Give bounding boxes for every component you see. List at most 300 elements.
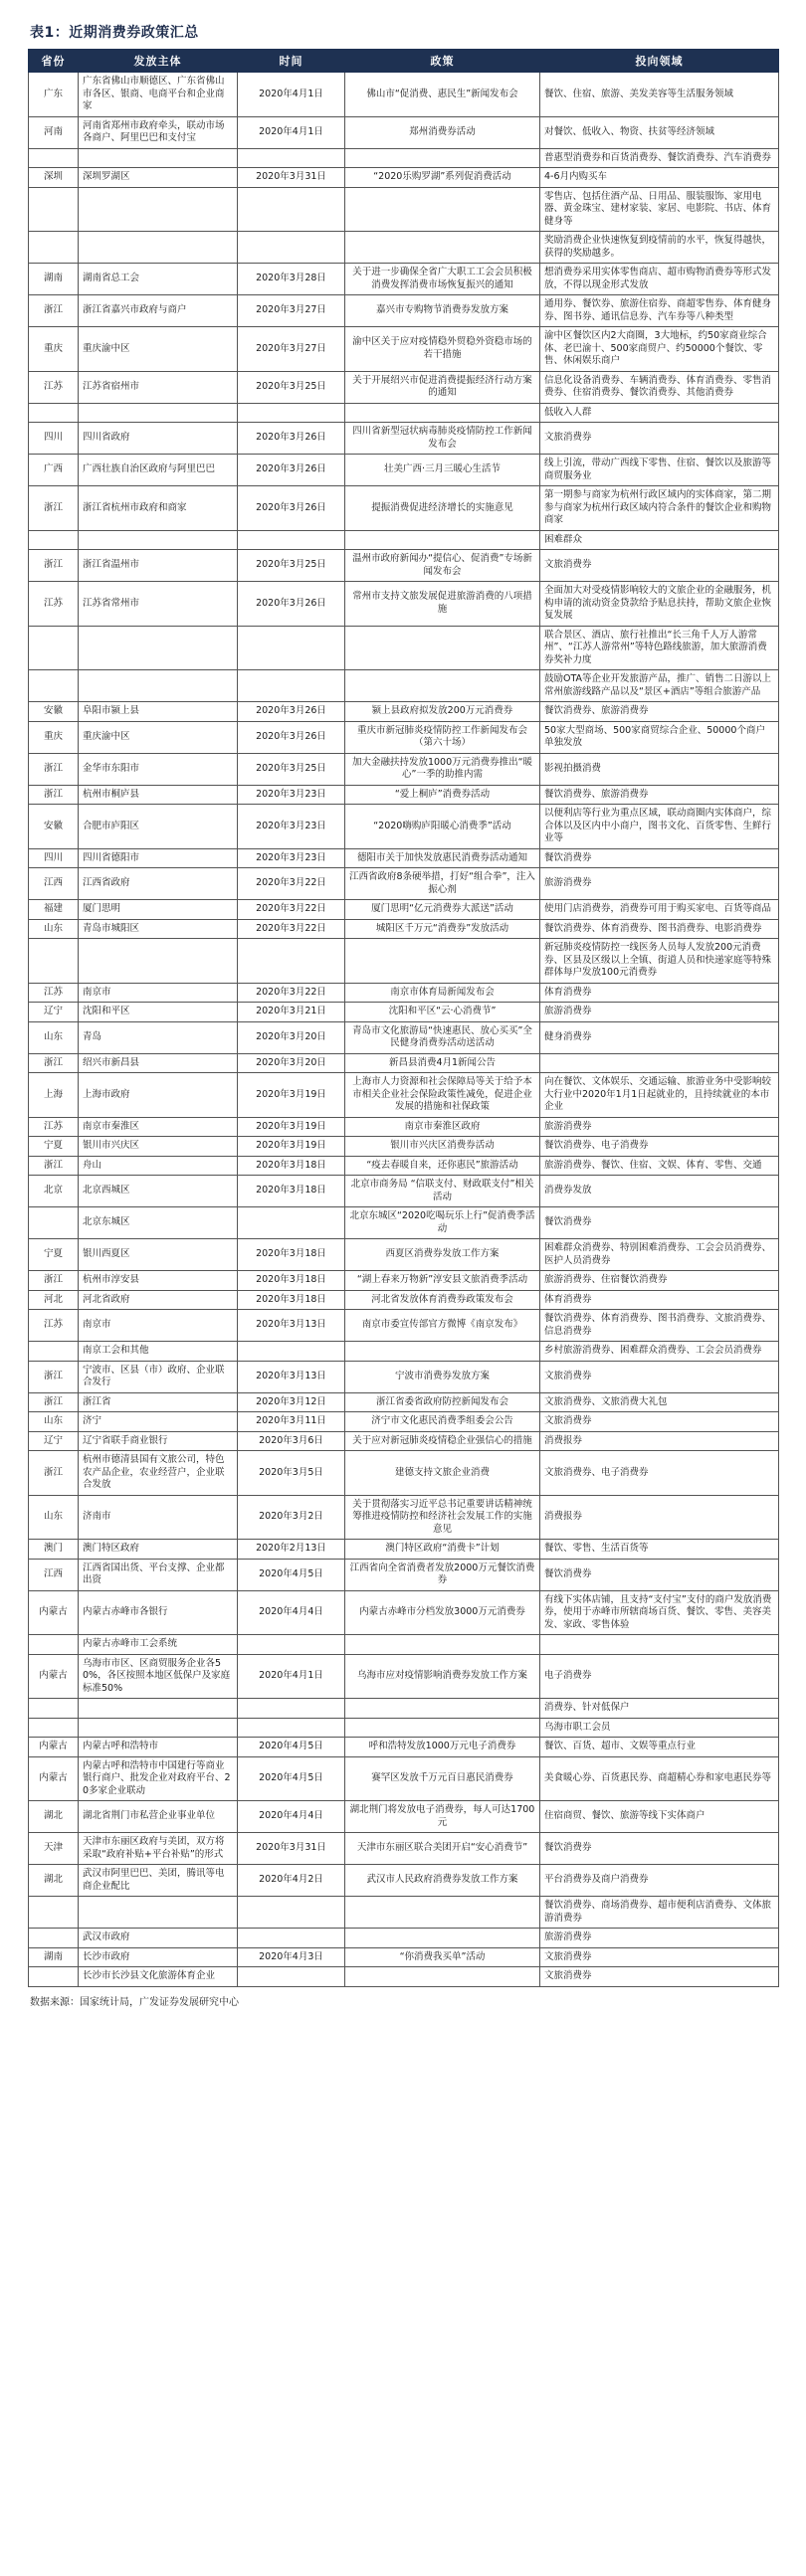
- cell-province: 浙江: [29, 486, 79, 531]
- cell-subject: [79, 626, 238, 670]
- cell-date: 2020年4月5日: [238, 1756, 345, 1801]
- cell-policy: 武汉市人民政府消费券发放工作方案: [345, 1865, 540, 1897]
- cell-policy: [345, 1967, 540, 1987]
- table-row: [29, 232, 779, 264]
- cell-subject: 南京市秦淮区: [79, 1117, 238, 1137]
- cell-province: [29, 939, 79, 984]
- cell-field: 以便利店等行业为重点区域，联动商圈内实体商户，综合体以及区内中小商户，图书文化、百货零售、生鲜行业等: [540, 805, 779, 849]
- table-row: [29, 1654, 779, 1699]
- cell-province: 辽宁: [29, 1431, 79, 1451]
- cell-subject: 南京工会和其他: [79, 1342, 238, 1362]
- cell-date: 2020年3月5日: [238, 1451, 345, 1496]
- table-row: [29, 1271, 779, 1291]
- header-province: 省份: [29, 50, 79, 73]
- cell-subject: 南京市: [79, 983, 238, 1003]
- cell-policy: 南京市体育局新闻发布会: [345, 983, 540, 1003]
- cell-province: 重庆: [29, 721, 79, 753]
- cell-field: 餐饮消费券、旅游消费券: [540, 785, 779, 805]
- table-row: [29, 1947, 779, 1967]
- cell-date: 2020年4月2日: [238, 1865, 345, 1897]
- cell-province: [29, 626, 79, 670]
- cell-field: 餐饮消费券: [540, 1833, 779, 1865]
- cell-subject: 北京东城区: [79, 1207, 238, 1239]
- table-row: [29, 486, 779, 531]
- cell-policy: 南京市秦淮区政府: [345, 1117, 540, 1137]
- cell-date: 2020年3月18日: [238, 1271, 345, 1291]
- cell-field: 餐饮、百货、超市、文娱等重点行业: [540, 1738, 779, 1757]
- cell-date: [238, 1699, 345, 1719]
- cell-date: 2020年3月13日: [238, 1361, 345, 1392]
- cell-subject: 济南市: [79, 1495, 238, 1540]
- cell-policy: 西夏区消费券发放工作方案: [345, 1239, 540, 1271]
- cell-date: 2020年3月26日: [238, 702, 345, 722]
- table-row: [29, 721, 779, 753]
- cell-subject: 宁波市、区县（市）政府、企业联合发行: [79, 1361, 238, 1392]
- cell-policy: [345, 148, 540, 168]
- table-row: [29, 1310, 779, 1342]
- cell-date: 2020年3月25日: [238, 371, 345, 403]
- table-row: [29, 1053, 779, 1073]
- cell-field: 使用门店消费券，消费券可用于购买家电、百货等商品: [540, 900, 779, 920]
- cell-date: [238, 1207, 345, 1239]
- cell-policy: [345, 403, 540, 423]
- cell-policy: “2020嗨购庐阳暖心消费季”活动: [345, 805, 540, 849]
- cell-date: 2020年3月26日: [238, 721, 345, 753]
- cell-date: 2020年3月27日: [238, 295, 345, 327]
- table-row: [29, 1239, 779, 1271]
- cell-date: 2020年3月23日: [238, 785, 345, 805]
- table-row: [29, 805, 779, 849]
- cell-subject: 湖南省总工会: [79, 264, 238, 295]
- cell-policy: [345, 1897, 540, 1929]
- cell-subject: 杭州市德清县国有文旅公司，特色农产品企业，农业经营户，企业联合发放: [79, 1451, 238, 1496]
- cell-policy: 四川省新型冠状病毒肺炎疫情防控工作新闻发布会: [345, 423, 540, 455]
- cell-policy: 佛山市“促消费、惠民生”新闻发布会: [345, 73, 540, 117]
- cell-field: 餐饮消费券、电子消费券: [540, 1137, 779, 1157]
- cell-date: 2020年3月25日: [238, 753, 345, 785]
- cell-subject: 厦门思明: [79, 900, 238, 920]
- cell-field: 50家大型商场、500家商贸综合企业、50000个商户单独发放: [540, 721, 779, 753]
- cell-subject: 青岛: [79, 1021, 238, 1053]
- cell-field: 体育消费券: [540, 983, 779, 1003]
- cell-province: [29, 403, 79, 423]
- cell-province: [29, 1718, 79, 1738]
- cell-subject: 辽宁省联手商业银行: [79, 1431, 238, 1451]
- cell-field: 旅游消费券、餐饮、住宿、文娱、体育、零售、交通: [540, 1156, 779, 1176]
- cell-province: 江西: [29, 868, 79, 900]
- cell-date: 2020年3月26日: [238, 582, 345, 627]
- table-row: [29, 1156, 779, 1176]
- cell-subject: 江西省国出货、平台支撑、企业都出资: [79, 1559, 238, 1590]
- table-row: [29, 1137, 779, 1157]
- table-row: [29, 983, 779, 1003]
- table-row: [29, 868, 779, 900]
- cell-field: 困难群众消费券、特别困难消费券、工会会员消费券、医护人员消费券: [540, 1239, 779, 1271]
- header-subject: 发放主体: [79, 50, 238, 73]
- cell-province: 江苏: [29, 1117, 79, 1137]
- table-row: [29, 1559, 779, 1590]
- cell-policy: 提振消费促进经济增长的实施意见: [345, 486, 540, 531]
- cell-field: 向在餐饮、文体娱乐、交通运输、旅游业务中受影响较大行业中2020年1月1日起就业的，且持续就业的本市企业: [540, 1073, 779, 1118]
- cell-subject: 阜阳市颍上县: [79, 702, 238, 722]
- cell-policy: 赛罕区发放千万元百日惠民消费券: [345, 1756, 540, 1801]
- cell-date: 2020年3月18日: [238, 1176, 345, 1207]
- cell-field: [540, 1053, 779, 1073]
- cell-field: 对餐饮、低收入、物资、扶贫等经济领域: [540, 116, 779, 148]
- table-row: [29, 1342, 779, 1362]
- cell-subject: 天津市东丽区政府与美团，双方将采取“政府补贴+平台补贴”的形式: [79, 1833, 238, 1865]
- cell-policy: 浙江省委省政府防控新闻发布会: [345, 1392, 540, 1412]
- cell-field: 消费券发放: [540, 1176, 779, 1207]
- cell-field: 旅游消费券: [540, 868, 779, 900]
- cell-date: [238, 1718, 345, 1738]
- cell-policy: “你消费我买单”活动: [345, 1947, 540, 1967]
- cell-province: 辽宁: [29, 1003, 79, 1022]
- cell-date: 2020年3月20日: [238, 1053, 345, 1073]
- cell-date: [238, 1967, 345, 1987]
- cell-date: 2020年3月22日: [238, 900, 345, 920]
- cell-province: [29, 1207, 79, 1239]
- cell-field: 乌海市职工会员: [540, 1718, 779, 1738]
- cell-province: 广西: [29, 455, 79, 486]
- cell-policy: “湖上春来万物新”淳安县文旅消费季活动: [345, 1271, 540, 1291]
- cell-province: 内蒙古: [29, 1738, 79, 1757]
- cell-date: [238, 626, 345, 670]
- policy-table: [28, 49, 779, 1987]
- table-row: [29, 550, 779, 582]
- cell-field: 零售店、包括住酒产品、日用品、服装服饰、家用电器、黄金珠宝、建材家装、家居、电影院、书店、体育健身等: [540, 187, 779, 232]
- header-field: 投向领域: [540, 50, 779, 73]
- table-row: [29, 1590, 779, 1635]
- cell-date: [238, 1897, 345, 1929]
- table-row: [29, 530, 779, 550]
- cell-subject: 青岛市城阳区: [79, 919, 238, 939]
- cell-policy: 青岛市文化旅游局“快速惠民、放心买买”全民健身消费券活动送活动: [345, 1021, 540, 1053]
- cell-field: 鼓励OTA等企业开发旅游产品，推广、销售二日游以上常州旅游线路产品以及“景区+酒店”等组合旅游产品: [540, 670, 779, 702]
- cell-policy: 重庆市新冠肺炎疫情防控工作新闻发布会（第六十场）: [345, 721, 540, 753]
- cell-policy: 新昌县消费4月1新闻公告: [345, 1053, 540, 1073]
- cell-field: 新冠肺炎疫情防控一线医务人员每人发放200元消费券、区县及区级以上全镇、街道人员和快递家庭等特殊群体每户发放100元消费券: [540, 939, 779, 984]
- cell-province: 澳门: [29, 1540, 79, 1560]
- cell-field: 旅游消费券、住宿餐饮消费券: [540, 1271, 779, 1291]
- table-row: [29, 423, 779, 455]
- cell-field: 旅游消费券: [540, 1117, 779, 1137]
- cell-policy: 北京市商务局 “信联支付、财政联支付”相关活动: [345, 1176, 540, 1207]
- cell-province: [29, 1635, 79, 1655]
- source-note: 数据来源：国家统计局，广发证券发展研究中心: [30, 1996, 239, 2008]
- cell-policy: 颍上县政府拟发放200万元消费券: [345, 702, 540, 722]
- cell-field: 餐饮消费券、商场消费券、超市便利店消费券、文体旅游消费券: [540, 1897, 779, 1929]
- cell-date: 2020年3月19日: [238, 1117, 345, 1137]
- cell-field: 餐饮消费券、旅游消费券: [540, 702, 779, 722]
- cell-province: 宁夏: [29, 1239, 79, 1271]
- cell-field: 餐饮消费券: [540, 1207, 779, 1239]
- cell-subject: 河北省政府: [79, 1290, 238, 1310]
- cell-field: 健身消费券: [540, 1021, 779, 1053]
- cell-policy: 建德支持文旅企业消费: [345, 1451, 540, 1496]
- cell-subject: 武汉市阿里巴巴、美团，腾讯等电商企业配比: [79, 1865, 238, 1897]
- cell-policy: [345, 530, 540, 550]
- cell-subject: 合肥市庐阳区: [79, 805, 238, 849]
- cell-date: 2020年3月28日: [238, 264, 345, 295]
- cell-field: 住宿商贸、餐饮、旅游等线下实体商户: [540, 1801, 779, 1833]
- cell-subject: 杭州市淳安县: [79, 1271, 238, 1291]
- table-row: [29, 1699, 779, 1719]
- cell-province: 河北: [29, 1290, 79, 1310]
- table-row: [29, 1003, 779, 1022]
- table-row: [29, 848, 779, 868]
- cell-province: 江西: [29, 1559, 79, 1590]
- cell-date: [238, 148, 345, 168]
- cell-date: 2020年3月21日: [238, 1003, 345, 1022]
- cell-province: 浙江: [29, 1053, 79, 1073]
- cell-subject: 浙江省嘉兴市政府与商户: [79, 295, 238, 327]
- cell-field: 普惠型消费券和百货消费券、餐饮消费券、汽车消费券: [540, 148, 779, 168]
- cell-province: [29, 530, 79, 550]
- cell-date: 2020年4月1日: [238, 73, 345, 117]
- cell-field: 文旅消费券: [540, 1361, 779, 1392]
- cell-field: 乡村旅游消费券、困难群众消费券、工会会员消费券: [540, 1342, 779, 1362]
- cell-field: 旅游消费券: [540, 1003, 779, 1022]
- cell-field: 第一期参与商家为杭州行政区域内的实体商家，第二期参与商家为杭州行政区域内符合条件的餐饮企业和购物商家: [540, 486, 779, 531]
- cell-field: 有线下实体店铺，且支持“支付宝”支付的商户发放消费券，使用于赤峰市所辖商场百货、餐饮、零售、美容美发、家政、零售体验: [540, 1590, 779, 1635]
- cell-subject: [79, 1718, 238, 1738]
- table-row: [29, 73, 779, 117]
- table-row: [29, 455, 779, 486]
- table-row: [29, 1967, 779, 1987]
- cell-policy: [345, 187, 540, 232]
- cell-field: 餐饮消费券、体育消费券、图书消费券、电影消费券: [540, 919, 779, 939]
- cell-subject: 绍兴市新昌县: [79, 1053, 238, 1073]
- cell-province: 内蒙古: [29, 1654, 79, 1699]
- cell-subject: [79, 187, 238, 232]
- cell-province: 江苏: [29, 371, 79, 403]
- cell-subject: 四川省政府: [79, 423, 238, 455]
- cell-field: 餐饮、住宿、旅游、美发美容等生活服务领域: [540, 73, 779, 117]
- cell-subject: [79, 403, 238, 423]
- cell-province: [29, 187, 79, 232]
- cell-date: 2020年3月20日: [238, 1021, 345, 1053]
- cell-province: [29, 232, 79, 264]
- table-row: [29, 148, 779, 168]
- cell-province: 浙江: [29, 753, 79, 785]
- cell-subject: 浙江省杭州市政府和商家: [79, 486, 238, 531]
- cell-province: 四川: [29, 423, 79, 455]
- cell-province: 浙江: [29, 295, 79, 327]
- cell-subject: 长沙市政府: [79, 1947, 238, 1967]
- cell-province: 宁夏: [29, 1137, 79, 1157]
- cell-province: 湖南: [29, 264, 79, 295]
- cell-date: 2020年3月31日: [238, 1833, 345, 1865]
- cell-date: 2020年4月4日: [238, 1801, 345, 1833]
- cell-subject: 重庆渝中区: [79, 721, 238, 753]
- cell-province: 安徽: [29, 702, 79, 722]
- table-row: [29, 1495, 779, 1540]
- cell-subject: [79, 1897, 238, 1929]
- cell-policy: 天津市东丽区联合美团开启“安心消费节”: [345, 1833, 540, 1865]
- cell-date: 2020年3月27日: [238, 327, 345, 372]
- cell-province: 内蒙古: [29, 1590, 79, 1635]
- cell-subject: 广东省佛山市顺德区、广东省佛山市各区、银商、电商平台和企业商家: [79, 73, 238, 117]
- cell-field: 餐饮消费券: [540, 848, 779, 868]
- cell-policy: [345, 670, 540, 702]
- table-row: [29, 1117, 779, 1137]
- cell-province: 江苏: [29, 582, 79, 627]
- cell-province: [29, 1897, 79, 1929]
- cell-policy: 北京东城区“2020吃喝玩乐上行”促消费季活动: [345, 1207, 540, 1239]
- cell-province: [29, 1929, 79, 1948]
- header-date: 时间: [238, 50, 345, 73]
- cell-subject: 长沙市长沙县文化旅游体育企业: [79, 1967, 238, 1987]
- table-row: [29, 1738, 779, 1757]
- cell-subject: 江苏省常州市: [79, 582, 238, 627]
- cell-field: 通用券、餐饮券、旅游住宿券、商超零售券、体育健身券、图书券、通讯信息券、汽车券等八种类型: [540, 295, 779, 327]
- table-row: [29, 582, 779, 627]
- cell-subject: 深圳罗湖区: [79, 168, 238, 188]
- cell-policy: 渝中区关于应对疫情稳外贸稳外资稳市场的若干措施: [345, 327, 540, 372]
- cell-subject: 内蒙古赤峰市工会系统: [79, 1635, 238, 1655]
- cell-field: 平台消费券及商户消费券: [540, 1865, 779, 1897]
- cell-field: 全面加大对受疫情影响较大的文旅企业的金融服务，机构申请的流动资金贷款给予贴息扶持，帮助文旅企业恢复发展: [540, 582, 779, 627]
- cell-date: 2020年3月18日: [238, 1290, 345, 1310]
- cell-subject: 银川市兴庆区: [79, 1137, 238, 1157]
- cell-date: 2020年4月5日: [238, 1738, 345, 1757]
- cell-policy: [345, 939, 540, 984]
- cell-date: [238, 670, 345, 702]
- table-header: [29, 50, 779, 73]
- cell-policy: 江西省向全省消费者发放2000万元餐饮消费券: [345, 1559, 540, 1590]
- cell-subject: 金华市东阳市: [79, 753, 238, 785]
- cell-policy: 关于贯彻落实习近平总书记重要讲话精神统筹推进疫情防控和经济社会发展工作的实施意见: [345, 1495, 540, 1540]
- cell-policy: 南京市委宣传部官方微博《南京发布》: [345, 1310, 540, 1342]
- cell-subject: 内蒙古赤峰市各银行: [79, 1590, 238, 1635]
- cell-subject: 江西省政府: [79, 868, 238, 900]
- cell-subject: [79, 530, 238, 550]
- cell-field: 奖励消费企业快速恢复到疫情前的水平，恢复得越快，获得的奖励越多。: [540, 232, 779, 264]
- cell-date: [238, 939, 345, 984]
- cell-province: 广东: [29, 73, 79, 117]
- cell-subject: 济宁: [79, 1412, 238, 1432]
- cell-policy: 江西省政府8条硬举措，打好“组合拳”，注入振心剂: [345, 868, 540, 900]
- cell-date: 2020年3月19日: [238, 1073, 345, 1118]
- cell-policy: 加大金融扶持发放1000万元消费券推出“暖心”一季的助推内需: [345, 753, 540, 785]
- cell-field: 困难群众: [540, 530, 779, 550]
- cell-province: 山东: [29, 1412, 79, 1432]
- cell-subject: [79, 232, 238, 264]
- table-row: [29, 1431, 779, 1451]
- cell-field: 文旅消费券、文旅消费大礼包: [540, 1392, 779, 1412]
- cell-subject: [79, 670, 238, 702]
- table-row: [29, 116, 779, 148]
- cell-subject: 杭州市桐庐县: [79, 785, 238, 805]
- table-row: [29, 327, 779, 372]
- cell-field: 文旅消费券: [540, 1947, 779, 1967]
- cell-subject: 内蒙古呼和浩特市: [79, 1738, 238, 1757]
- cell-policy: 关于进一步确保全省广大职工工会会员积极消费发挥消费市场恢复振兴的通知: [345, 264, 540, 295]
- cell-subject: 武汉市政府: [79, 1929, 238, 1948]
- table-row: [29, 1290, 779, 1310]
- cell-field: 消费报券: [540, 1431, 779, 1451]
- table-row: [29, 1207, 779, 1239]
- cell-policy: 温州市政府新闻办“提信心、促消费”专场新闻发布会: [345, 550, 540, 582]
- table-row: [29, 1929, 779, 1948]
- cell-province: 河南: [29, 116, 79, 148]
- cell-subject: 北京西城区: [79, 1176, 238, 1207]
- cell-date: 2020年3月26日: [238, 423, 345, 455]
- cell-province: 山东: [29, 919, 79, 939]
- cell-province: [29, 1967, 79, 1987]
- table-row: [29, 1392, 779, 1412]
- table-row: [29, 1865, 779, 1897]
- cell-field: 文旅消费券: [540, 550, 779, 582]
- cell-province: 湖北: [29, 1865, 79, 1897]
- cell-policy: [345, 626, 540, 670]
- cell-field: 餐饮、零售、生活百货等: [540, 1540, 779, 1560]
- table-row: [29, 295, 779, 327]
- cell-date: [238, 403, 345, 423]
- cell-subject: 澳门特区政府: [79, 1540, 238, 1560]
- cell-policy: “爱上桐庐”消费券活动: [345, 785, 540, 805]
- table-row: [29, 1073, 779, 1118]
- cell-province: 山东: [29, 1495, 79, 1540]
- cell-province: 浙江: [29, 785, 79, 805]
- cell-date: 2020年3月22日: [238, 919, 345, 939]
- cell-date: 2020年4月1日: [238, 1654, 345, 1699]
- table-row: [29, 187, 779, 232]
- table-row: [29, 1412, 779, 1432]
- table-row: [29, 264, 779, 295]
- cell-policy: 湖北荆门将发放电子消费券，每人可达1700元: [345, 1801, 540, 1833]
- cell-subject: 浙江省温州市: [79, 550, 238, 582]
- cell-subject: 舟山: [79, 1156, 238, 1176]
- table-row: [29, 785, 779, 805]
- table-row: [29, 1833, 779, 1865]
- cell-date: 2020年3月25日: [238, 550, 345, 582]
- cell-field: 餐饮消费券、体育消费券、图书消费券、文旅消费券、信息消费券: [540, 1310, 779, 1342]
- cell-policy: 德阳市关于加快发放惠民消费券活动通知: [345, 848, 540, 868]
- table-row: [29, 1176, 779, 1207]
- cell-date: 2020年3月22日: [238, 983, 345, 1003]
- cell-field: 线上引流，带动广西线下零售、住宿、餐饮以及旅游等商贸服务业: [540, 455, 779, 486]
- cell-date: 2020年3月19日: [238, 1137, 345, 1157]
- cell-province: 浙江: [29, 550, 79, 582]
- cell-policy: 河北省发放体育消费券政策发布会: [345, 1290, 540, 1310]
- cell-date: 2020年3月11日: [238, 1412, 345, 1432]
- cell-subject: 南京市: [79, 1310, 238, 1342]
- cell-field: 餐饮消费券: [540, 1559, 779, 1590]
- cell-policy: 呼和浩特发放1000万元电子消费券: [345, 1738, 540, 1757]
- cell-field: 文旅消费券: [540, 1412, 779, 1432]
- cell-field: [540, 1635, 779, 1655]
- table-row: [29, 1801, 779, 1833]
- cell-policy: 关于开展绍兴市促进消费提振经济行动方案的通知: [345, 371, 540, 403]
- cell-date: 2020年3月13日: [238, 1310, 345, 1342]
- table-row: [29, 900, 779, 920]
- cell-policy: 壮美广西·三月三暖心生活节: [345, 455, 540, 486]
- cell-province: 深圳: [29, 168, 79, 188]
- cell-province: 四川: [29, 848, 79, 868]
- table-row: [29, 1635, 779, 1655]
- cell-policy: [345, 1342, 540, 1362]
- cell-field: 信息化设备消费券、车辆消费券、体育消费券、零售消费券、住宿消费券、餐饮消费券、其他消费券: [540, 371, 779, 403]
- cell-date: 2020年3月26日: [238, 455, 345, 486]
- cell-field: 低收入人群: [540, 403, 779, 423]
- cell-subject: [79, 1699, 238, 1719]
- cell-province: 安徽: [29, 805, 79, 849]
- cell-subject: [79, 148, 238, 168]
- table-row: [29, 1451, 779, 1496]
- cell-subject: 四川省德阳市: [79, 848, 238, 868]
